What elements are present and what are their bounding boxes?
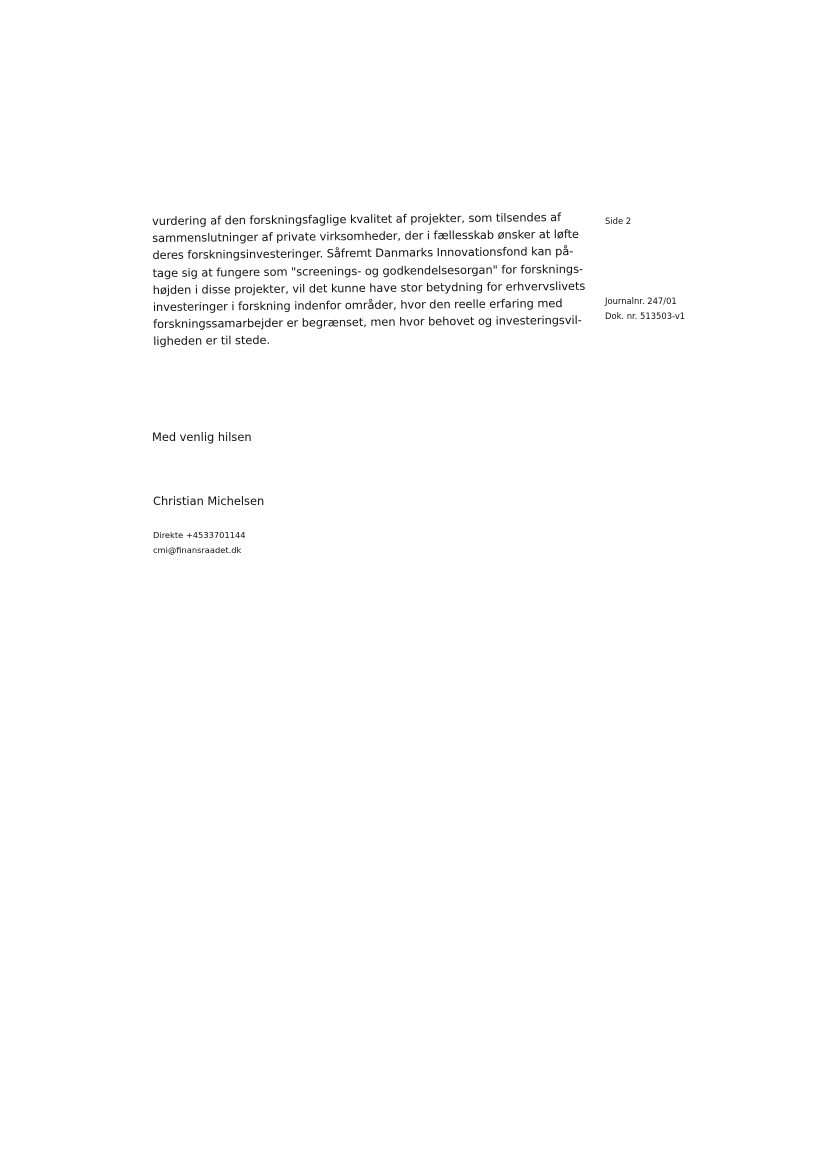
reference-block xyxy=(605,294,685,324)
document-number: Dok. nr. 513503-v1 xyxy=(605,311,686,321)
body-line-6: investeringer i forskning indenfor områder, hvor den reelle erfaring med xyxy=(152,296,563,315)
email-address: cmi@finansraadet.dk xyxy=(153,545,242,555)
body-line-7: forskningssamarbejder er begrænset, men hvor behovet og investeringsvil- xyxy=(153,313,582,332)
closing-salutation: Med venlig hilsen xyxy=(152,430,252,444)
letter-body-text xyxy=(152,209,593,351)
page-number: Side 2 xyxy=(605,216,632,226)
journal-number: Journalnr. 247/01 xyxy=(605,296,677,306)
body-line-5: højden i disse projekter, vil det kunne have stor betydning for erhvervslivets xyxy=(152,278,586,297)
body-line-3: deres forskningsinvesteringer. Såfremt Danmarks Innovationsfond kan på- xyxy=(152,244,574,263)
direct-phone: Direkte +4533701144 xyxy=(153,530,246,540)
contact-details xyxy=(153,528,246,558)
body-line-8: ligheden er til stede. xyxy=(153,333,271,349)
body-line-1: vurdering af den forskningsfaglige kvalitet af projekter, som tilsendes af xyxy=(152,210,562,228)
body-line-4: tage sig at fungere som "screenings- og godkendelsesorgan" for forsknings- xyxy=(152,261,584,280)
signatory-name: Christian Michelsen xyxy=(153,494,265,508)
body-line-2: sammenslutninger af private virksomheder, der i fællesskab ønsker at løfte xyxy=(152,227,580,246)
